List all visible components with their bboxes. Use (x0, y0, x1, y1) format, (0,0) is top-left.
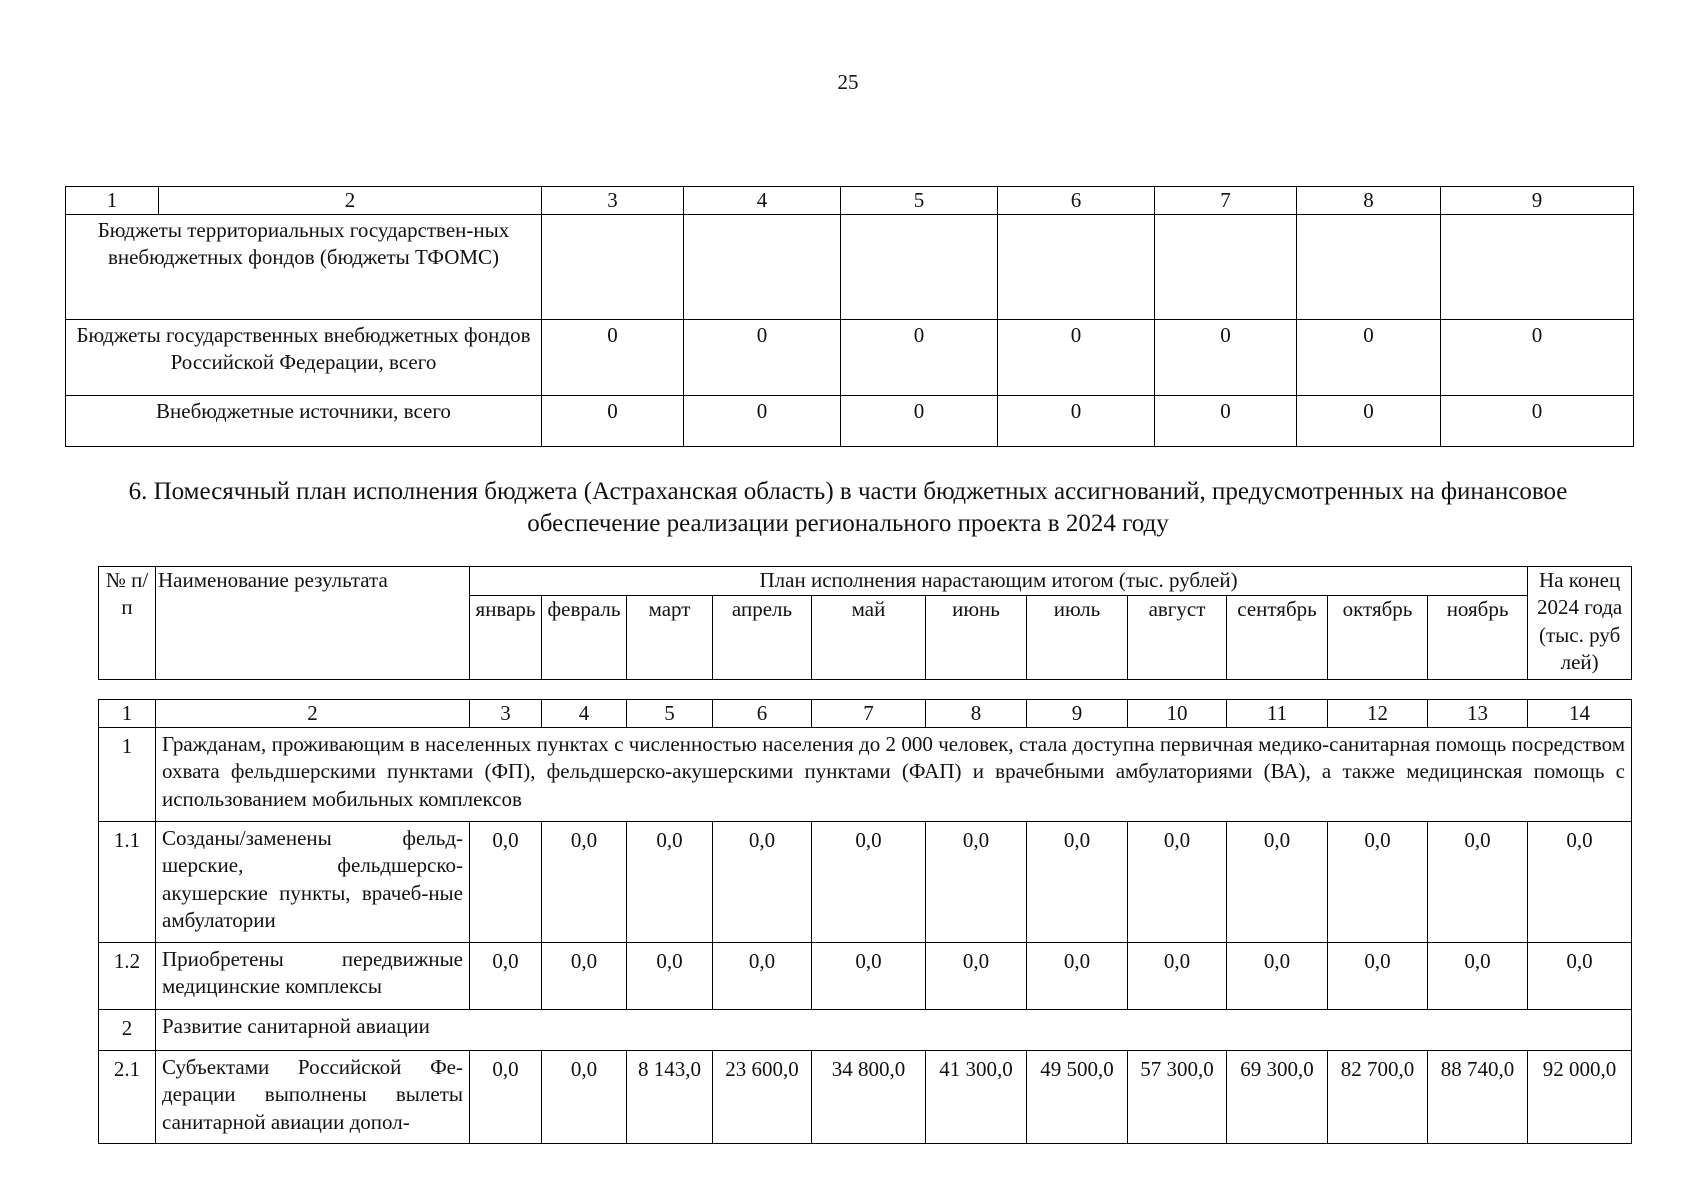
value-cell: 49 500,0 (1027, 1051, 1128, 1144)
value-cell: 0,0 (926, 943, 1027, 1010)
value-cell: 0 (998, 320, 1155, 396)
column-number: 7 (812, 700, 926, 728)
value-cell: 0,0 (470, 943, 542, 1010)
value-cell: 0 (684, 396, 841, 447)
value-cell: 0,0 (1227, 943, 1328, 1010)
plan-table-header (98, 566, 1632, 680)
column-number: 8 (926, 700, 1027, 728)
value-cell (1297, 215, 1441, 320)
row-number: 1.1 (99, 822, 156, 943)
value-cell: 34 800,0 (812, 1051, 926, 1144)
value-cell: 0 (542, 396, 684, 447)
result-name: Созданы/заменены фельд-шерские, фельдшерско-акушерские пункты, врачеб-ные амбулатории (156, 822, 470, 943)
value-cell: 0,0 (1428, 822, 1528, 943)
result-name-header: Наименование результата (156, 567, 470, 680)
value-cell: 41 300,0 (926, 1051, 1027, 1144)
column-number: 11 (1227, 700, 1328, 728)
column-number: 2 (156, 700, 470, 728)
month-header: август (1128, 596, 1227, 680)
value-cell: 0 (841, 396, 998, 447)
value-cell: 57 300,0 (1128, 1051, 1227, 1144)
column-number: 4 (542, 700, 627, 728)
plan-header: План исполнения нарастающим итогом (тыс. рублей) (470, 567, 1528, 596)
value-cell: 0,0 (1428, 943, 1528, 1010)
value-cell: 82 700,0 (1328, 1051, 1428, 1144)
month-header: март (627, 596, 713, 680)
value-cell: 23 600,0 (713, 1051, 812, 1144)
value-cell: 0 (998, 396, 1155, 447)
value-cell: 0,0 (1128, 943, 1227, 1010)
table-row (99, 1010, 1632, 1051)
plan-header-row (99, 567, 1632, 596)
value-cell (841, 215, 998, 320)
column-number: 3 (470, 700, 542, 728)
column-number: 5 (841, 187, 998, 215)
section-title: 6. Помесячный план исполнения бюджета (Астраханская область) в части бюджетных ассигнований, предусмотренных на финансовое обеспечение реализации регионального проекта в 2024 году (128, 478, 1568, 537)
value-cell: 0,0 (1528, 822, 1632, 943)
value-cell: 69 300,0 (1227, 1051, 1328, 1144)
month-header: январь (470, 596, 542, 680)
value-cell: 0 (841, 320, 998, 396)
value-cell: 0,0 (812, 943, 926, 1010)
result-name: Субъектами Российской Фе-дерации выполнены вылеты санитарной авиации допол- (156, 1051, 470, 1144)
value-cell: 0,0 (627, 943, 713, 1010)
row-number-header: № п/п (99, 567, 156, 680)
value-cell: 0,0 (713, 822, 812, 943)
value-cell (998, 215, 1155, 320)
month-header: октябрь (1328, 596, 1428, 680)
value-cell: 92 000,0 (1528, 1051, 1632, 1144)
column-number: 8 (1297, 187, 1441, 215)
column-number-row (66, 187, 1634, 215)
month-header: июнь (926, 596, 1027, 680)
table-row (66, 396, 1634, 447)
month-header: июль (1027, 596, 1128, 680)
value-cell: 0,0 (1328, 943, 1428, 1010)
column-number: 1 (99, 700, 156, 728)
value-cell: 0 (1297, 396, 1441, 447)
value-cell: 0,0 (470, 822, 542, 943)
column-number: 10 (1128, 700, 1227, 728)
column-number: 1 (66, 187, 159, 215)
value-cell: 0,0 (1328, 822, 1428, 943)
value-cell (684, 215, 841, 320)
column-number: 7 (1155, 187, 1297, 215)
column-number: 9 (1027, 700, 1128, 728)
column-number: 5 (627, 700, 713, 728)
value-cell: 0 (684, 320, 841, 396)
plan-table-body (98, 699, 1632, 1144)
table-row (99, 728, 1632, 822)
value-cell: 0 (1441, 320, 1634, 396)
value-cell (542, 215, 684, 320)
table-row (99, 822, 1632, 943)
value-cell: 0,0 (627, 822, 713, 943)
row-number: 1 (99, 728, 156, 822)
value-cell (1441, 215, 1634, 320)
value-cell: 0,0 (812, 822, 926, 943)
table-row (66, 215, 1634, 320)
value-cell: 0,0 (542, 943, 627, 1010)
value-cell: 0,0 (542, 1051, 627, 1144)
month-header: ноябрь (1428, 596, 1528, 680)
row-number: 2.1 (99, 1051, 156, 1144)
column-number: 6 (713, 700, 812, 728)
row-number: 1.2 (99, 943, 156, 1010)
value-cell: 0,0 (1227, 822, 1328, 943)
value-cell (1155, 215, 1297, 320)
column-number: 2 (159, 187, 542, 215)
funding-source-label: Бюджеты территориальных государствен-ных внебюджетных фондов (бюджеты ТФОМС) (66, 215, 542, 320)
value-cell: 0,0 (713, 943, 812, 1010)
year-end-header: На конец 2024 года (тыс. руб лей) (1528, 567, 1632, 680)
value-cell: 8 143,0 (627, 1051, 713, 1144)
value-cell: 0,0 (542, 822, 627, 943)
column-number: 6 (998, 187, 1155, 215)
funding-sources-table (65, 186, 1634, 447)
value-cell: 0 (1155, 320, 1297, 396)
value-cell: 0,0 (926, 822, 1027, 943)
row-number: 2 (99, 1010, 156, 1051)
table-row (99, 943, 1632, 1010)
table-row (66, 320, 1634, 396)
column-number: 13 (1428, 700, 1528, 728)
value-cell: 0,0 (1528, 943, 1632, 1010)
table-row (99, 1051, 1632, 1144)
result-name: Приобретены передвижные медицинские комплексы (156, 943, 470, 1010)
column-number: 4 (684, 187, 841, 215)
value-cell: 0,0 (1027, 943, 1128, 1010)
value-cell: 0 (1297, 320, 1441, 396)
value-cell: 0 (1441, 396, 1634, 447)
value-cell: 0 (542, 320, 684, 396)
column-number: 14 (1528, 700, 1632, 728)
result-section-text: Гражданам, проживающим в населенных пунктах с численностью населения до 2 000 человек, стала доступна первичная медико-санитарная помощь посредством охвата фельдшерскими пунктами (ФП), фельдшерско-акушерскими пунктами (ФАП) и врачебными амбулаториями (ВА), а также медицинская помощь с использованием мобильных комплексов (156, 728, 1632, 822)
page-number: 25 (837, 70, 859, 94)
column-number: 9 (1441, 187, 1634, 215)
funding-source-label: Внебюджетные источники, всего (66, 396, 542, 447)
value-cell: 0 (1155, 396, 1297, 447)
value-cell: 88 740,0 (1428, 1051, 1528, 1144)
column-number: 3 (542, 187, 684, 215)
column-number: 12 (1328, 700, 1428, 728)
result-section-text: Развитие санитарной авиации (156, 1010, 1632, 1051)
column-number-row (99, 700, 1632, 728)
funding-source-label: Бюджеты государственных внебюджетных фондов Российской Федерации, всего (66, 320, 542, 396)
value-cell: 0,0 (1128, 822, 1227, 943)
month-header: апрель (713, 596, 812, 680)
value-cell: 0,0 (470, 1051, 542, 1144)
month-header: сентябрь (1227, 596, 1328, 680)
value-cell: 0,0 (1027, 822, 1128, 943)
month-header: февраль (542, 596, 627, 680)
month-header: май (812, 596, 926, 680)
